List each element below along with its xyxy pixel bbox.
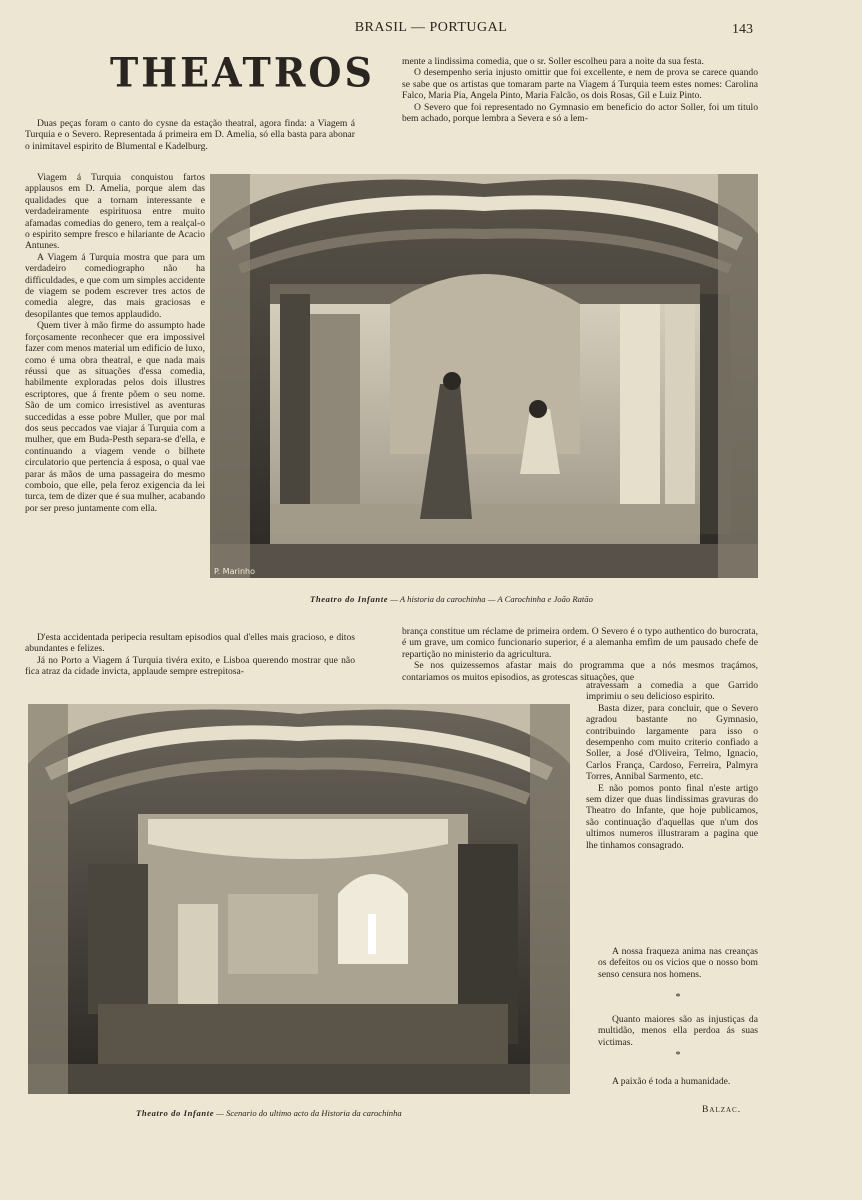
article-column-3 bbox=[402, 626, 758, 683]
paragraph: atravessam a comedia a que Garrido imprimiu o seu delicioso espirito. bbox=[586, 680, 758, 703]
paragraph: Duas peças foram o canto do cysne da estação theatral, agora finda: a Viagem á Turquia e o Severo. Representada á primeira em D. Amelia, só ella basta para abonar o inimitavel espirito de Blumental e Kadelburg. bbox=[25, 118, 355, 152]
theatre-photo-carochinha bbox=[210, 174, 758, 578]
paragraph: A Viagem á Turquia mostra que para um verdadeiro comediographo não ha difficuldades, e que com um simples accidente de viagem se podem escrever tres actos de comedia alegre, das mais graciosas e desopilantes que temos applaudido. bbox=[25, 251, 205, 320]
paragraph: Quem tiver à mão firme do assumpto hade forçosamente reconhecer que era impossivel fazer com menos material um edificio de luxo, como é uma obra theatral, e que nada mais réussi que as situações d'essa comedia, habilmente exploradas pelos dois illustres escriptores, que á frente põem o seu nome. São de um comico irresistivel as aventuras succedidas a esse pobre Muller, que por mal dos seus peccados vae viajar á Turquia com a mulher, que em Buda-Pesth separa-se d'ella, e continuando a viagem vende o bilhete circulatorio que pertencia á esposa, o qual vae parar ás mãos de uma passageira do mesmo comboio, que elle, pela feroz exigencia da lei turca, tem de dizer que é sua mulher, acabando por ser preso juntamente com ella. bbox=[25, 320, 205, 514]
maxim-text: Quanto maiores são as injustiças da multidão, menos ella perdoa ás suas victimas. bbox=[598, 1014, 758, 1048]
paragraph: D'esta accidentada peripecia resultam episodios qual d'elles mais gracioso, e ditos abundantes e felizes. bbox=[25, 632, 355, 655]
theatre-photo-scenery bbox=[28, 704, 570, 1094]
caption-title: Theatro do Infante bbox=[310, 594, 389, 604]
article-column-1-top bbox=[25, 118, 355, 152]
caption-text: — Scenario do ultimo acto da Historia da carochinha bbox=[214, 1108, 402, 1118]
paragraph: E não pomos ponto final n'este artigo sem dizer que duas lindissimas gravuras do Theatro do Infante, que hoje publicamos, são continuação d'aquellas que n'um dos ultimos numeros illustraram a pagina que lhe tinhamos consagrado. bbox=[586, 782, 758, 851]
maxim-2 bbox=[598, 1014, 758, 1048]
paragraph: Basta dizer, para concluir, que o Severo agradou bastante no Gymnasio, contribuindo largamente para isso o desempenho com muito criterio confiado a Soller, a José d'Oliveira, Telmo, Ignacio, Carlos França, Cardoso, Ferreira, Palmyra Torres, Annibal Sarmento, etc. bbox=[586, 702, 758, 783]
paragraph: Viagem á Turquia conquistou fartos applausos em D. Amelia, porque alem das qualidades que a tornam interessante e verdadeiramente espirituosa entre muito afamadas comedias do genero, tem a realçal-o o espirito sempre fresco e hilariante de Acacio Antunes. bbox=[25, 172, 205, 252]
maxim-3 bbox=[598, 1076, 758, 1087]
article-column-2 bbox=[402, 56, 758, 124]
page-number: 143 bbox=[732, 22, 753, 37]
article-column-1-bottom bbox=[25, 632, 355, 678]
paragraph: Já no Porto a Viagem á Turquia tivéra exito, e Lisboa querendo mostrar que não fica atraz da cidade invicta, applaude sempre estrepitosa- bbox=[25, 654, 355, 678]
photographer-signature: P. Marinho bbox=[214, 567, 256, 576]
stage-illustration-2 bbox=[28, 704, 570, 1094]
separator-1: * bbox=[675, 992, 681, 1003]
running-title: BRASIL — PORTUGAL bbox=[354, 20, 508, 35]
maxims-author: Balzac. bbox=[702, 1104, 742, 1115]
caption-text: — A historia da carochinha — A Carochinha e João Ratão bbox=[388, 594, 593, 604]
section-masthead: THEATROS bbox=[110, 48, 375, 97]
maxim-1 bbox=[598, 946, 758, 980]
paragraph: O Severo que foi representado no Gymnasio em beneficio do actor Soller, foi um titulo bem achado, porque lembra a Severa e só a lem- bbox=[402, 101, 758, 125]
photo-2-caption bbox=[136, 1108, 402, 1118]
maxim-text: A paixão é toda a humanidade. bbox=[612, 1076, 731, 1087]
paragraph: Se nos quizessemos afastar mais do programma que a nós mesmos traçámos, contariamos os muitos episodios, as grotescas situações, que bbox=[402, 660, 758, 683]
separator-2: * bbox=[675, 1050, 681, 1061]
stage-illustration-1 bbox=[210, 174, 758, 578]
paragraph: mente a lindissima comedia, que o sr. Soller escolheu para a noite da sua festa. bbox=[402, 56, 704, 67]
article-column-4 bbox=[586, 680, 758, 851]
paragraph: O desempenho seria injusto omittir que foi excellente, e nem de prova se carece quando se sabe que os artistas que tomaram parte na Viagem á Turquia teem estes nomes: Carolina Falco, Maria Pia, Angela Pinto, Maria Falcão, os dois Rosas, Gil e Luiz Pinto. bbox=[402, 67, 758, 102]
paragraph: brança constitue um réclame de primeira ordem. O Severo é o typo authentico do burocrata, é um grave, um comico funcionario superior, é a alemanha emfim de um pausado chefe de repartição no ministerio da agricultura. bbox=[402, 626, 758, 660]
article-column-1-narrow bbox=[25, 172, 205, 514]
maxim-text: A nossa fraqueza anima nas creanças os defeitos ou os vicios que o nosso bom senso censura nos homens. bbox=[598, 946, 758, 980]
caption-title: Theatro do Infante bbox=[136, 1108, 215, 1118]
photo-1-caption bbox=[310, 594, 593, 604]
